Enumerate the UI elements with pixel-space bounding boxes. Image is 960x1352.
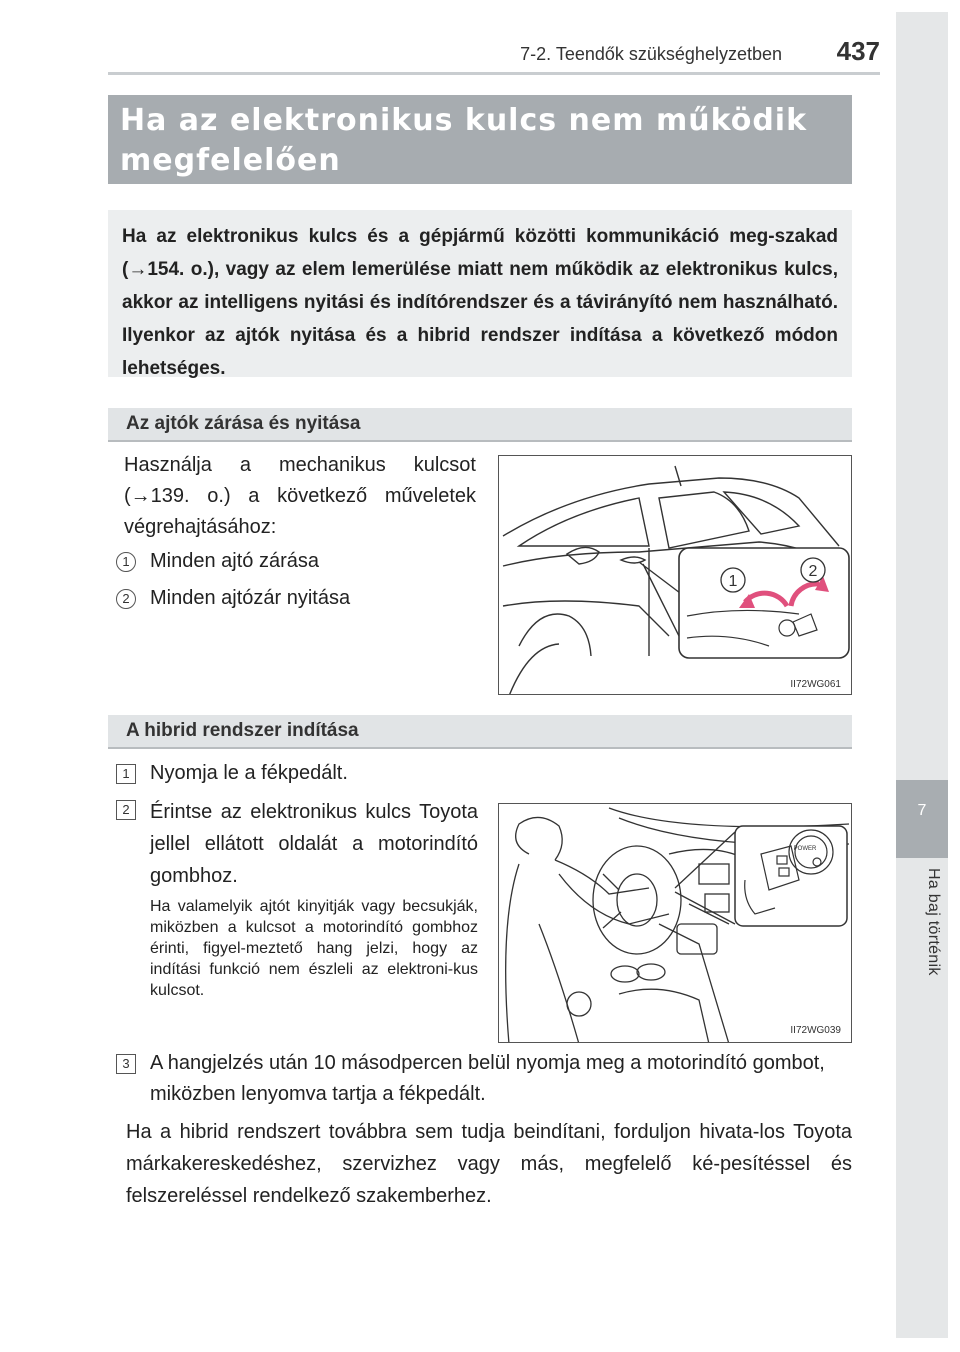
chapter-title-tab: Ha baj történik — [925, 868, 942, 976]
running-header: 7-2. Teendők szükséghelyzetben — [520, 44, 782, 64]
section-heading-doors: Az ajtók zárása és nyitása — [108, 408, 852, 442]
page-number: 437 — [836, 36, 880, 66]
figure-code: II72WG061 — [790, 679, 841, 690]
list-item — [116, 546, 476, 577]
step-number-badge: 3 — [116, 1054, 136, 1074]
step-item — [116, 758, 496, 789]
door-key-illustration — [498, 455, 852, 695]
intro-box — [108, 210, 852, 377]
section-heading-start: A hibrid rendszer indítása — [108, 715, 852, 749]
car-door-drawing — [499, 456, 852, 695]
list-item — [116, 583, 476, 614]
svg-text:2: 2 — [808, 563, 818, 580]
step-badge-holder — [116, 1054, 136, 1074]
step-number-badge: 2 — [116, 589, 136, 609]
side-tab-upper — [896, 12, 948, 780]
power-label: POWER — [793, 846, 817, 852]
step-badge-holder — [116, 800, 136, 820]
figure-code: II72WG039 — [790, 1025, 841, 1036]
section1-text: Használja a mechanikus kulcsot (→139. o.) a következő műveletek végrehajtásához: — [124, 454, 476, 538]
step-item — [150, 1048, 852, 1110]
intro-text: Ha az elektronikus kulcs és a gépjármű közötti kommunikáció meg-szakad (→154. o.), vagy az elem lemerülése miatt nem működik az elektronikus kulcs, akkor az intelligens nyitási és indítórendszer és a távirányító nem használható. Ilyenkor az ajtók nyitása és a hibrid rendszer indítása a következő módon lehetséges. — [122, 226, 838, 379]
page-title: Ha az elektronikus kulcs nem működik megfelelően — [120, 103, 808, 178]
list-item-label: Minden ajtózár nyitása — [150, 587, 351, 609]
closing-text: Ha a hibrid rendszert továbbra sem tudja beindítani, forduljon hivata-los Toyota márkakereskedéshez, szervizhez vagy más, megfelelő ké-pesítéssel és felszereléssel rendelkező szakemberhez. — [126, 1121, 852, 1207]
section1-body — [124, 450, 476, 543]
step-text: Nyomja le a fékpedált. — [150, 762, 348, 784]
closing-paragraph — [126, 1116, 852, 1212]
step-text: A hangjelzés után 10 másodpercen belül nyomja meg a motorindító gombot, miközben lenyomva tartja a fékpedált. — [150, 1052, 825, 1105]
step-number-badge: 2 — [116, 800, 136, 820]
step-number-badge: 1 — [116, 764, 136, 784]
step-text: Érintse az elektronikus kulcs Toyota jellel ellátott oldalát a motorindító gombhoz. — [150, 801, 478, 887]
interior-drawing — [499, 804, 852, 1043]
svg-text:1: 1 — [728, 573, 738, 590]
header-rule — [108, 72, 880, 75]
page-title-banner — [108, 95, 852, 184]
push-start-illustration — [498, 803, 852, 1043]
list-item-label: Minden ajtó zárása — [150, 550, 319, 572]
note-block — [150, 896, 478, 1001]
door-actions-list — [116, 546, 476, 614]
step-number-badge: 1 — [116, 552, 136, 572]
note-text: Ha valamelyik ajtót kinyitják vagy becsukják, miközben a kulcsot a motorindító gombhoz érinti, figyel-meztető hang jelzi, hogy az indítási funkció nem észleli az elektroni-kus kulcsot. — [150, 898, 478, 999]
step-item — [150, 796, 478, 892]
chapter-number-tab: 7 — [896, 780, 948, 858]
